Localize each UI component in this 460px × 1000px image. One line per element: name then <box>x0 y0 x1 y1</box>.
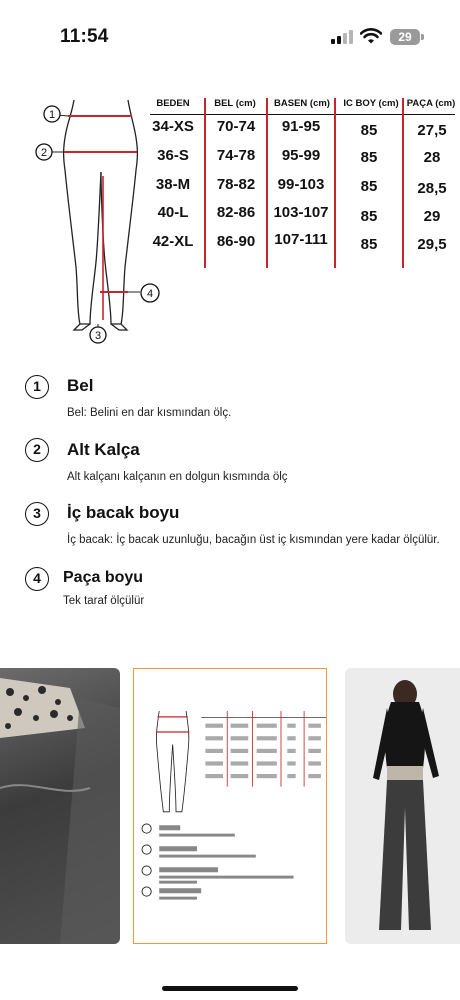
model-photo <box>345 668 460 944</box>
legend-title: Alt Kalça <box>67 440 140 459</box>
wifi-icon <box>360 28 382 44</box>
cell-bel: 70-74 <box>216 118 256 135</box>
model-photo-thumbnail[interactable] <box>345 668 460 944</box>
cell-size: 36-S <box>157 147 189 164</box>
size-chart-mini <box>134 669 327 942</box>
cell-bel: 86-90 <box>216 233 256 250</box>
cell-ic-boy: 85 <box>360 178 378 195</box>
cell-paca: 27,5 <box>417 122 447 139</box>
figure-marker-3: 3 <box>94 330 102 342</box>
home-indicator[interactable] <box>162 986 298 991</box>
cell-paca: 29,5 <box>417 236 447 253</box>
size-chart-table <box>140 92 460 272</box>
cell-basen: 91-95 <box>281 118 321 135</box>
cell-ic-boy: 85 <box>360 149 378 166</box>
legend-number: 1 <box>25 375 49 399</box>
cell-basen: 107-111 <box>274 231 328 248</box>
legend-description: Bel: Belini en dar kısmından ölç. <box>67 407 232 419</box>
figure-marker-1: 1 <box>48 109 56 121</box>
figure-marker-4: 4 <box>146 288 154 300</box>
cell-size: 34-XS <box>152 118 194 135</box>
legend-number: 3 <box>25 502 49 526</box>
cell-ic-boy: 85 <box>360 236 378 253</box>
legend-title: Bel <box>67 376 94 395</box>
header-basen: BASEN (cm) <box>274 98 330 109</box>
header-beden: BEDEN <box>156 98 190 109</box>
battery-tip <box>421 34 424 40</box>
cell-paca: 28 <box>423 149 441 166</box>
status-time: 11:54 <box>60 26 109 47</box>
battery-level: 29 <box>398 30 412 44</box>
cell-ic-boy: 85 <box>360 122 378 139</box>
legend-description: İç bacak: İç bacak uzunluğu, bacağın üst iç kısmından yere kadar ölçülür. <box>67 534 440 546</box>
legend-number: 2 <box>25 438 49 462</box>
product-photo-thumbnail[interactable] <box>0 668 120 944</box>
legend-description: Tek taraf ölçülür <box>63 595 145 607</box>
status-bar <box>0 0 460 70</box>
cell-ic-boy: 85 <box>360 208 378 225</box>
header-paca: PAÇA (cm) <box>406 98 456 109</box>
figure-marker-2: 2 <box>40 147 48 159</box>
cell-size: 38-M <box>155 176 191 193</box>
cell-basen: 99-103 <box>277 176 325 193</box>
cell-paca: 28,5 <box>417 180 447 197</box>
legend-title: İç bacak boyu <box>67 503 180 522</box>
cell-basen: 103-107 <box>273 204 329 221</box>
signal-icon <box>331 30 353 44</box>
cell-bel: 82-86 <box>216 204 256 221</box>
size-chart-thumbnail[interactable] <box>133 668 327 944</box>
legend-title: Paça boyu <box>63 569 144 586</box>
header-underline <box>150 114 455 115</box>
cell-size: 42-XL <box>152 233 194 250</box>
legend-description: Alt kalçanı kalçanın en dolgun kısmında ölç <box>67 471 288 483</box>
cell-bel: 78-82 <box>216 176 256 193</box>
legend-number: 4 <box>25 567 49 591</box>
jeans-photo <box>0 668 120 944</box>
header-bel: BEL (cm) <box>214 98 256 109</box>
cell-size: 40-L <box>157 204 189 221</box>
header-ic-boy: IC BOY (cm) <box>343 98 399 109</box>
cell-paca: 29 <box>423 208 441 225</box>
cell-basen: 95-99 <box>281 147 321 164</box>
size-chart-mini-drawing <box>134 669 327 942</box>
cell-bel: 74-78 <box>216 147 256 164</box>
